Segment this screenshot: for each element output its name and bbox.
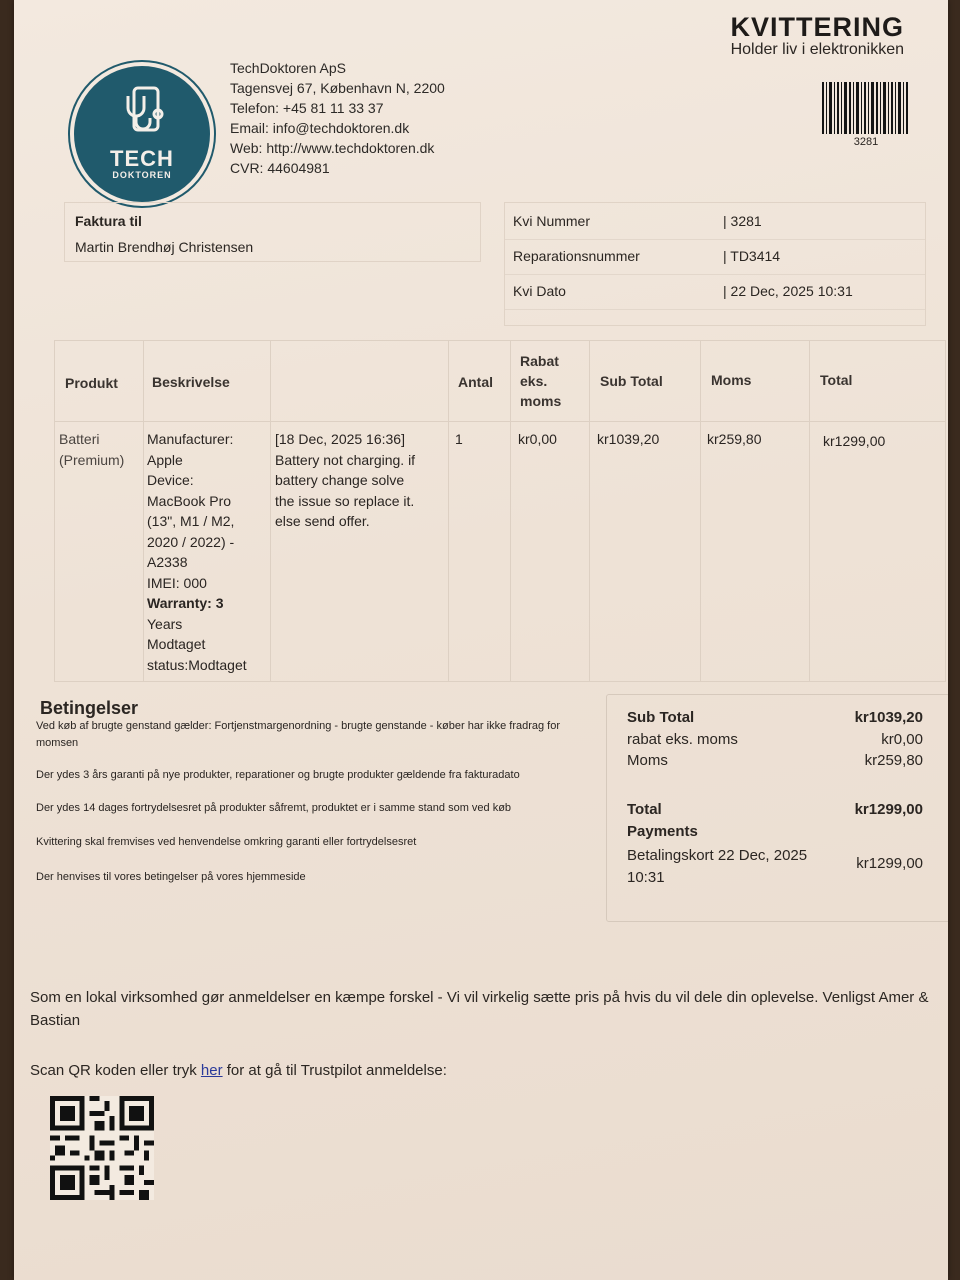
header-divider xyxy=(55,421,945,422)
bill-to-label: Faktura til xyxy=(75,213,142,229)
company-info xyxy=(230,58,445,178)
logo-word: TECH xyxy=(110,146,174,171)
cell-note xyxy=(275,429,415,532)
note-line: Battery not charging. if xyxy=(275,451,416,468)
totals-value: kr1299,00 xyxy=(854,801,923,818)
items-table xyxy=(54,340,946,682)
header-discount xyxy=(520,351,561,411)
stethoscope-phone-icon xyxy=(118,84,174,144)
condition-line: Der ydes 14 dages fortrydelsesret på produkter såfremt, produktet er i samme stand som ved køb xyxy=(36,802,512,814)
scan-text-before: Scan QR koden eller tryk xyxy=(30,1062,201,1079)
totals-label: Total xyxy=(627,801,662,818)
company-cvr: CVR: 44604981 xyxy=(230,160,330,176)
note-line: the issue so replace it. xyxy=(275,492,415,509)
condition-line: Kvittering skal fremvises ved henvendelse omkring garanti eller fortrydelsesret xyxy=(36,836,417,848)
totals-label: Sub Total xyxy=(627,709,695,726)
cell-discount: kr0,00 xyxy=(518,431,557,447)
description-line: IMEI: 000 xyxy=(147,574,207,591)
trustpilot-link[interactable]: her xyxy=(200,1062,223,1079)
cell-product xyxy=(59,429,124,470)
totals-box xyxy=(606,694,948,922)
payment-row xyxy=(627,845,923,891)
scan-text-after: for at gå til Trustpilot anmeldelse: xyxy=(222,1062,447,1079)
meta-row-repair-number xyxy=(505,238,925,275)
description-line: Years xyxy=(147,615,183,632)
header-quantity: Antal xyxy=(458,374,493,390)
description-line: 2020 / 2022) - xyxy=(147,533,235,550)
payment-method-text: Betalingskort 22 Dec, 2025 xyxy=(627,847,808,864)
barcode-number: 3281 xyxy=(853,136,879,148)
meta-value: | TD3414 xyxy=(723,248,781,264)
cell-description xyxy=(147,429,247,675)
column-divider xyxy=(809,341,810,681)
header-vat: Moms xyxy=(711,372,752,388)
payment-amount: kr1299,00 xyxy=(856,855,923,872)
description-line: A2338 xyxy=(147,554,188,570)
cell-product-line: (Premium) xyxy=(59,451,125,468)
meta-row-receipt-number xyxy=(505,203,925,240)
column-divider xyxy=(143,341,144,681)
description-line: status:Modtaget xyxy=(147,656,247,673)
totals-value: kr0,00 xyxy=(881,731,923,748)
company-phone: Telefon: +45 81 11 33 37 xyxy=(230,100,384,116)
column-divider xyxy=(700,341,701,681)
meta-value: | 22 Dec, 2025 10:31 xyxy=(723,283,853,299)
meta-label: Reparationsnummer xyxy=(513,248,640,264)
receipt-paper xyxy=(14,0,948,1280)
cell-total: kr1299,00 xyxy=(823,433,886,449)
barcode-icon xyxy=(822,82,910,134)
qr-code-icon[interactable] xyxy=(50,1096,154,1200)
logo-subword: DOKTOREN xyxy=(112,170,172,180)
header-total: Total xyxy=(820,372,853,388)
description-line: Apple xyxy=(147,451,183,468)
receipt-tagline: Holder liv i elektronikken xyxy=(730,41,904,58)
description-line: Device: xyxy=(147,472,194,488)
column-divider xyxy=(589,341,590,681)
company-name: TechDoktoren ApS xyxy=(230,60,346,76)
meta-label: Kvi Dato xyxy=(513,283,566,299)
bill-to-box xyxy=(64,202,481,262)
payment-time-text: 10:31 xyxy=(627,869,665,886)
header-discount-line: eks. xyxy=(520,373,548,389)
column-divider xyxy=(448,341,449,681)
column-divider xyxy=(270,341,271,681)
description-line: Modtaget xyxy=(147,636,206,652)
company-logo xyxy=(70,62,214,206)
bill-to-name: Martin Brendhøj Christensen xyxy=(75,239,254,255)
meta-value: | 3281 xyxy=(723,213,762,229)
conditions-title: Betingelser xyxy=(40,698,139,718)
totals-value: kr259,80 xyxy=(864,752,923,769)
column-divider xyxy=(510,341,511,681)
note-line: battery change solve xyxy=(275,472,405,488)
receipt-title-block xyxy=(730,12,904,59)
receipt-title: KVITTERING xyxy=(730,12,904,42)
condition-line: Der henvises til vores betingelser på vores hjemmeside xyxy=(36,871,306,883)
meta-row-date xyxy=(505,273,925,310)
company-email: Email: info@techdoktoren.dk xyxy=(230,120,410,136)
payments-label: Payments xyxy=(627,823,698,840)
company-address: Tagensvej 67, København N, 2200 xyxy=(230,80,445,96)
description-line: Manufacturer: xyxy=(147,431,234,447)
header-product: Produkt xyxy=(65,375,118,391)
description-line: Warranty: 3 xyxy=(147,595,224,611)
receipt-meta xyxy=(504,202,926,326)
condition-line: Der ydes 3 års garanti på nye produkter, reparationer og brugte produkter gældende fra fakturadato xyxy=(36,769,520,781)
company-web: Web: http://www.techdoktoren.dk xyxy=(230,140,435,156)
cell-quantity: 1 xyxy=(455,431,463,447)
description-line: MacBook Pro xyxy=(147,492,232,509)
header-subtotal: Sub Total xyxy=(600,373,663,389)
note-line: [18 Dec, 2025 16:36] xyxy=(275,431,405,447)
condition-line: Ved køb af brugte genstand gælder: Fortjenstmargenordning - brugte genstande - køber har ikke fradrag for momsen xyxy=(36,720,561,749)
totals-label: rabat eks. moms xyxy=(627,731,738,748)
description-line: (13", M1 / M2, xyxy=(147,513,235,529)
scan-instruction xyxy=(30,1062,447,1079)
cell-product-line: Batteri xyxy=(59,431,100,447)
cell-vat: kr259,80 xyxy=(707,431,762,447)
payment-method xyxy=(627,845,807,889)
header-discount-line: Rabat xyxy=(520,353,559,369)
cell-subtotal: kr1039,20 xyxy=(597,431,660,447)
review-message: Som en lokal virksomhed gør anmeldelser en kæmpe forskel - Vi vil virkelig sætte pris på hvis du vil dele din oplevelse. Venligst Amer & Bastian xyxy=(30,989,929,1029)
totals-label: Moms xyxy=(627,752,668,769)
meta-label: Kvi Nummer xyxy=(513,213,591,229)
totals-value: kr1039,20 xyxy=(854,709,923,726)
note-line: else send offer. xyxy=(275,513,370,529)
header-discount-line: moms xyxy=(520,393,562,409)
header-description: Beskrivelse xyxy=(152,374,230,390)
